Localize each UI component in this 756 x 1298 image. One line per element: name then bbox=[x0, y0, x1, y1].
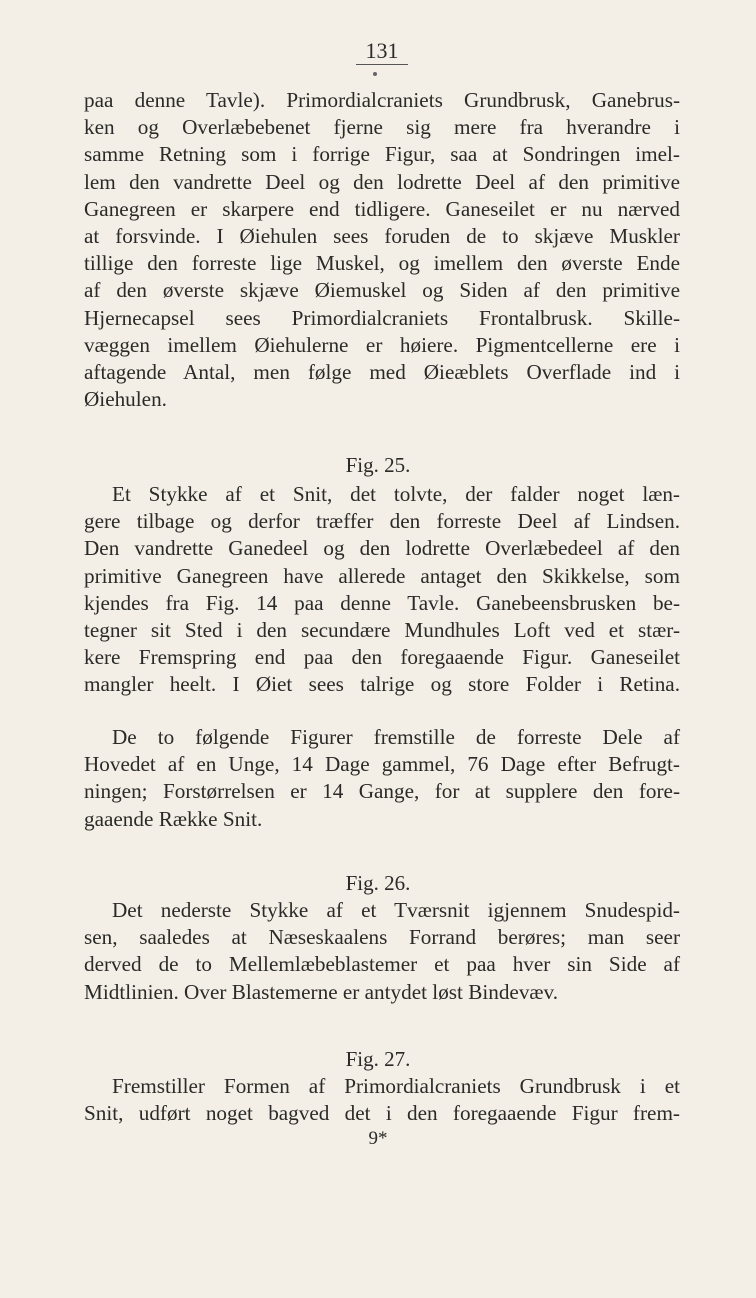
paragraph-1 bbox=[84, 87, 680, 413]
text-line: gere tilbage og derfor træffer den forreste Deel af Lindsen. bbox=[84, 509, 680, 534]
text-line: Snit, udført noget bagved det i den foregaaende Figur frem- bbox=[84, 1101, 680, 1126]
text-line: Den vandrette Ganedeel og den lodrette Overlæbedeel af den bbox=[84, 536, 680, 561]
text-line: paa denne Tavle). Primordialcraniets Grundbrusk, Ganebrus- bbox=[84, 88, 680, 112]
paragraph-3 bbox=[84, 724, 680, 833]
text-line: kjendes fra Fig. 14 paa denne Tavle. Ganebeensbrusken be- bbox=[84, 590, 680, 615]
figure-27-caption: Fig. 27. bbox=[345, 1047, 411, 1071]
text-line: ken og Overlæbebenet fjerne sig mere fra hverandre i bbox=[84, 115, 680, 140]
page-number: 131 bbox=[356, 38, 408, 65]
text-line: af den øverste skjæve Øiemuskel og Siden af den primitive bbox=[84, 278, 680, 303]
text-line: lem den vandrette Deel og den lodrette Deel af den primitive bbox=[84, 169, 680, 194]
text-line: Øiehulen. bbox=[84, 387, 167, 412]
text-line: Det nederste Stykke af et Tværsnit igjennem Snudespid- bbox=[112, 898, 680, 922]
paragraph-4 bbox=[84, 897, 680, 1006]
paragraph-5 bbox=[84, 1073, 680, 1127]
text-line: De to følgende Figurer fremstille de forreste Dele af bbox=[112, 725, 680, 749]
text-line: derved de to Mellemlæbeblastemer et paa hver sin Side af bbox=[84, 952, 680, 977]
figure-25-caption: Fig. 25. bbox=[345, 453, 411, 477]
text-line: samme Retning som i forrige Figur, saa at Sondringen imel- bbox=[84, 142, 680, 167]
text-line: Hovedet af en Unge, 14 Dage gammel, 76 Dage efter Befrugt- bbox=[84, 752, 680, 777]
text-line: sen, saaledes at Næseskaalens Forrand berøres; man seer bbox=[84, 925, 680, 950]
text-line: tillige den forreste lige Muskel, og imellem den øverste Ende bbox=[84, 251, 680, 276]
text-line: Ganegreen er skarpere end tidligere. Ganeseilet er nu nærved bbox=[84, 196, 680, 221]
text-line: Hjernecapsel sees Primordialcraniets Frontalbrusk. Skille- bbox=[84, 305, 680, 330]
text-line: tegner sit Sted i den secundære Mundhules Loft ved et stær- bbox=[84, 618, 680, 643]
text-line: kere Fremspring end paa den foregaaende Figur. Ganeseilet bbox=[84, 645, 680, 670]
figure-26-caption: Fig. 26. bbox=[345, 871, 411, 895]
text-line: ningen; Forstørrelsen er 14 Gange, for at supplere den fore- bbox=[84, 779, 680, 804]
signature-mark: 9* bbox=[368, 1128, 388, 1149]
text-line: væggen imellem Øiehulerne er høiere. Pigmentcellerne ere i bbox=[84, 332, 680, 357]
text-line: primitive Ganegreen have allerede antaget den Skikkelse, som bbox=[84, 563, 680, 588]
text-line: gaaende Række Snit. bbox=[84, 806, 263, 831]
text-line: aftagende Antal, men følge med Øieæblets Overflade ind i bbox=[84, 360, 680, 385]
print-dot bbox=[373, 72, 377, 76]
paragraph-2 bbox=[84, 481, 680, 699]
text-line: mangler heelt. I Øiet sees talrige og store Folder i Retina. bbox=[84, 672, 680, 697]
text-line: Midtlinien. Over Blastemerne er antydet løst Bindevæv. bbox=[84, 979, 559, 1004]
text-line: at forsvinde. I Øiehulen sees foruden de to skjæve Muskler bbox=[84, 224, 680, 249]
text-line: Fremstiller Formen af Primordialcraniets Grundbrusk i et bbox=[112, 1074, 680, 1098]
text-line: Et Stykke af et Snit, det tolvte, der falder noget læn- bbox=[112, 482, 680, 506]
